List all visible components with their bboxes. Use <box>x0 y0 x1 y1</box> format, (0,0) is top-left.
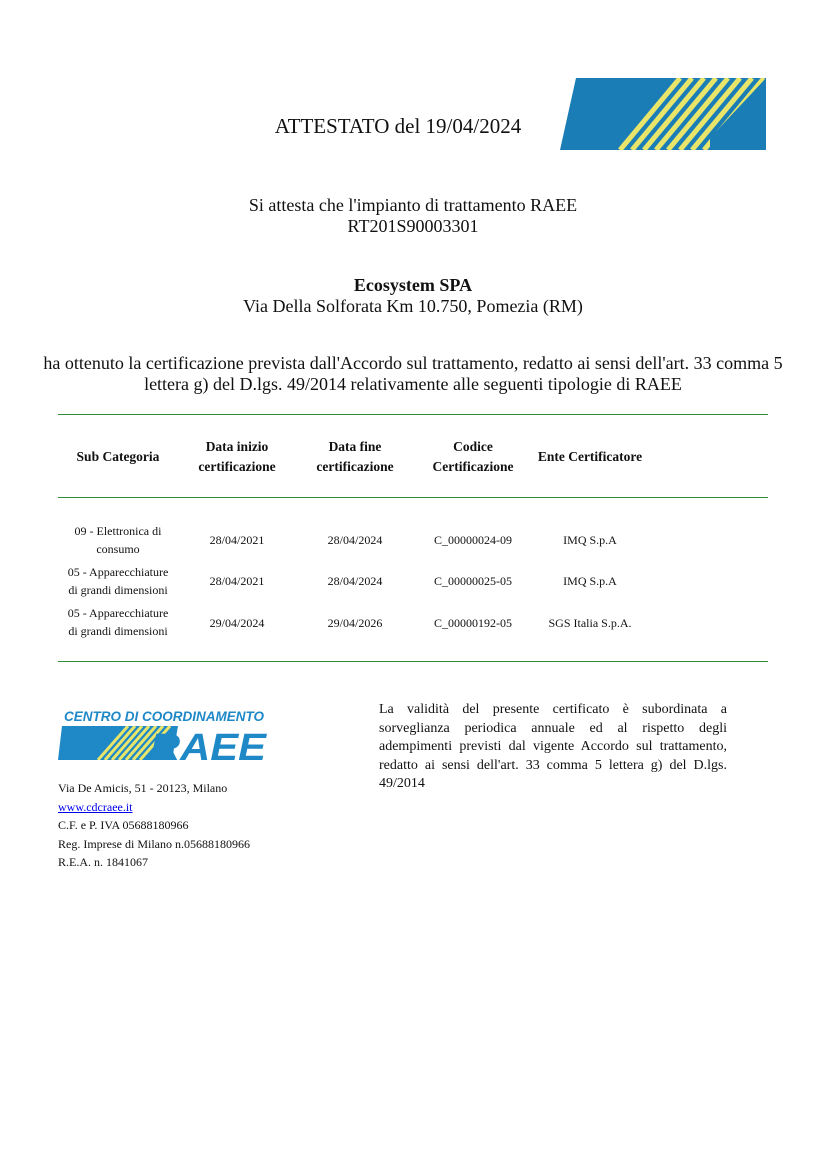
header-data-fine-line1: Data fine <box>328 439 382 454</box>
row-ente: IMQ S.p.A <box>563 533 617 547</box>
row-sub-categoria <box>58 563 178 599</box>
footer-address: Via De Amicis, 51 - 20123, Milano <box>58 781 228 795</box>
footer-vat: C.F. e P. IVA 05688180966 <box>58 818 189 832</box>
table-top-rule <box>58 414 768 415</box>
header-data-inizio-line2: certificazione <box>198 459 276 474</box>
row-data-inizio: 29/04/2024 <box>209 616 265 630</box>
header-codice <box>414 437 532 477</box>
table-header-rule <box>58 497 768 498</box>
row-sub-categoria-line1: 05 - Apparecchiature <box>67 565 169 579</box>
row-codice: C_00000192-05 <box>434 616 512 630</box>
row-codice: C_00000024-09 <box>434 533 512 547</box>
row-data-fine: 29/04/2026 <box>327 616 383 630</box>
header-data-fine <box>296 437 414 477</box>
footer-registry: Reg. Imprese di Milano n.05688180966 <box>58 836 250 851</box>
row-sub-categoria-line2: di grandi dimensioni <box>68 583 168 597</box>
row-sub-categoria-line1: 05 - Apparecchiature <box>67 606 169 620</box>
plant-code: RT201S90003301 <box>347 216 479 236</box>
cdc-raee-logo-icon <box>58 708 270 762</box>
row-sub-categoria-line1: 09 - Elettronica di <box>74 524 162 538</box>
header-sub-categoria: Sub Categoria <box>76 449 160 464</box>
logo-text-main: RAEE <box>150 727 268 762</box>
validity-note: La validità del presente certificato è subordinata a sorveglianza periodica annuale ed al rispetto degli adempimenti previsti dal vigente Accordo sul trattamento, redatto ai sensi dell'art. 33 comma 5 lettera g) del D.lgs. 49/2014 <box>379 702 727 791</box>
row-sub-categoria-line2: consumo <box>96 542 140 556</box>
certification-statement: ha ottenuto la certificazione prevista dall'Accordo sul trattamento, redatto ai sensi dell'art. 33 comma 5 lettera g) del D.lgs. 49/2014 relativamente alle seguenti tipologie di RAEE <box>43 353 783 394</box>
row-sub-categoria <box>58 604 178 640</box>
footer-rea: R.E.A. n. 1841067 <box>58 855 148 869</box>
row-ente: SGS Italia S.p.A. <box>548 616 632 630</box>
website-link[interactable]: www.cdcraee.it <box>58 799 133 814</box>
row-data-fine: 28/04/2024 <box>327 574 383 588</box>
row-codice: C_00000025-05 <box>434 574 512 588</box>
header-data-inizio <box>178 437 296 477</box>
company-name: Ecosystem SPA <box>353 275 473 295</box>
title-text: ATTESTATO del 19/04/2024 <box>274 114 522 138</box>
footer-info <box>58 779 250 872</box>
row-data-inizio: 28/04/2021 <box>209 574 265 588</box>
header-codice-line1: Codice <box>453 439 493 454</box>
row-sub-categoria-line2: di grandi dimensioni <box>68 624 168 638</box>
header-codice-line2: Certificazione <box>432 459 514 474</box>
raee-logo-icon <box>560 78 766 150</box>
intro-line: Si attesta che l'impianto di trattamento RAEE <box>248 195 578 215</box>
header-data-fine-line2: certificazione <box>316 459 394 474</box>
row-sub-categoria <box>58 522 178 558</box>
header-data-inizio-line1: Data inizio <box>205 439 269 454</box>
row-data-inizio: 28/04/2021 <box>209 533 265 547</box>
header-ente: Ente Certificatore <box>537 449 643 464</box>
logo-text-top: CENTRO DI COORDINAMENTO <box>64 709 265 724</box>
row-data-fine: 28/04/2024 <box>327 533 383 547</box>
company-address: Via Della Solforata Km 10.750, Pomezia (RM) <box>243 296 583 316</box>
footer-website <box>58 798 250 817</box>
table-bottom-rule <box>58 661 768 662</box>
row-ente: IMQ S.p.A <box>563 574 617 588</box>
